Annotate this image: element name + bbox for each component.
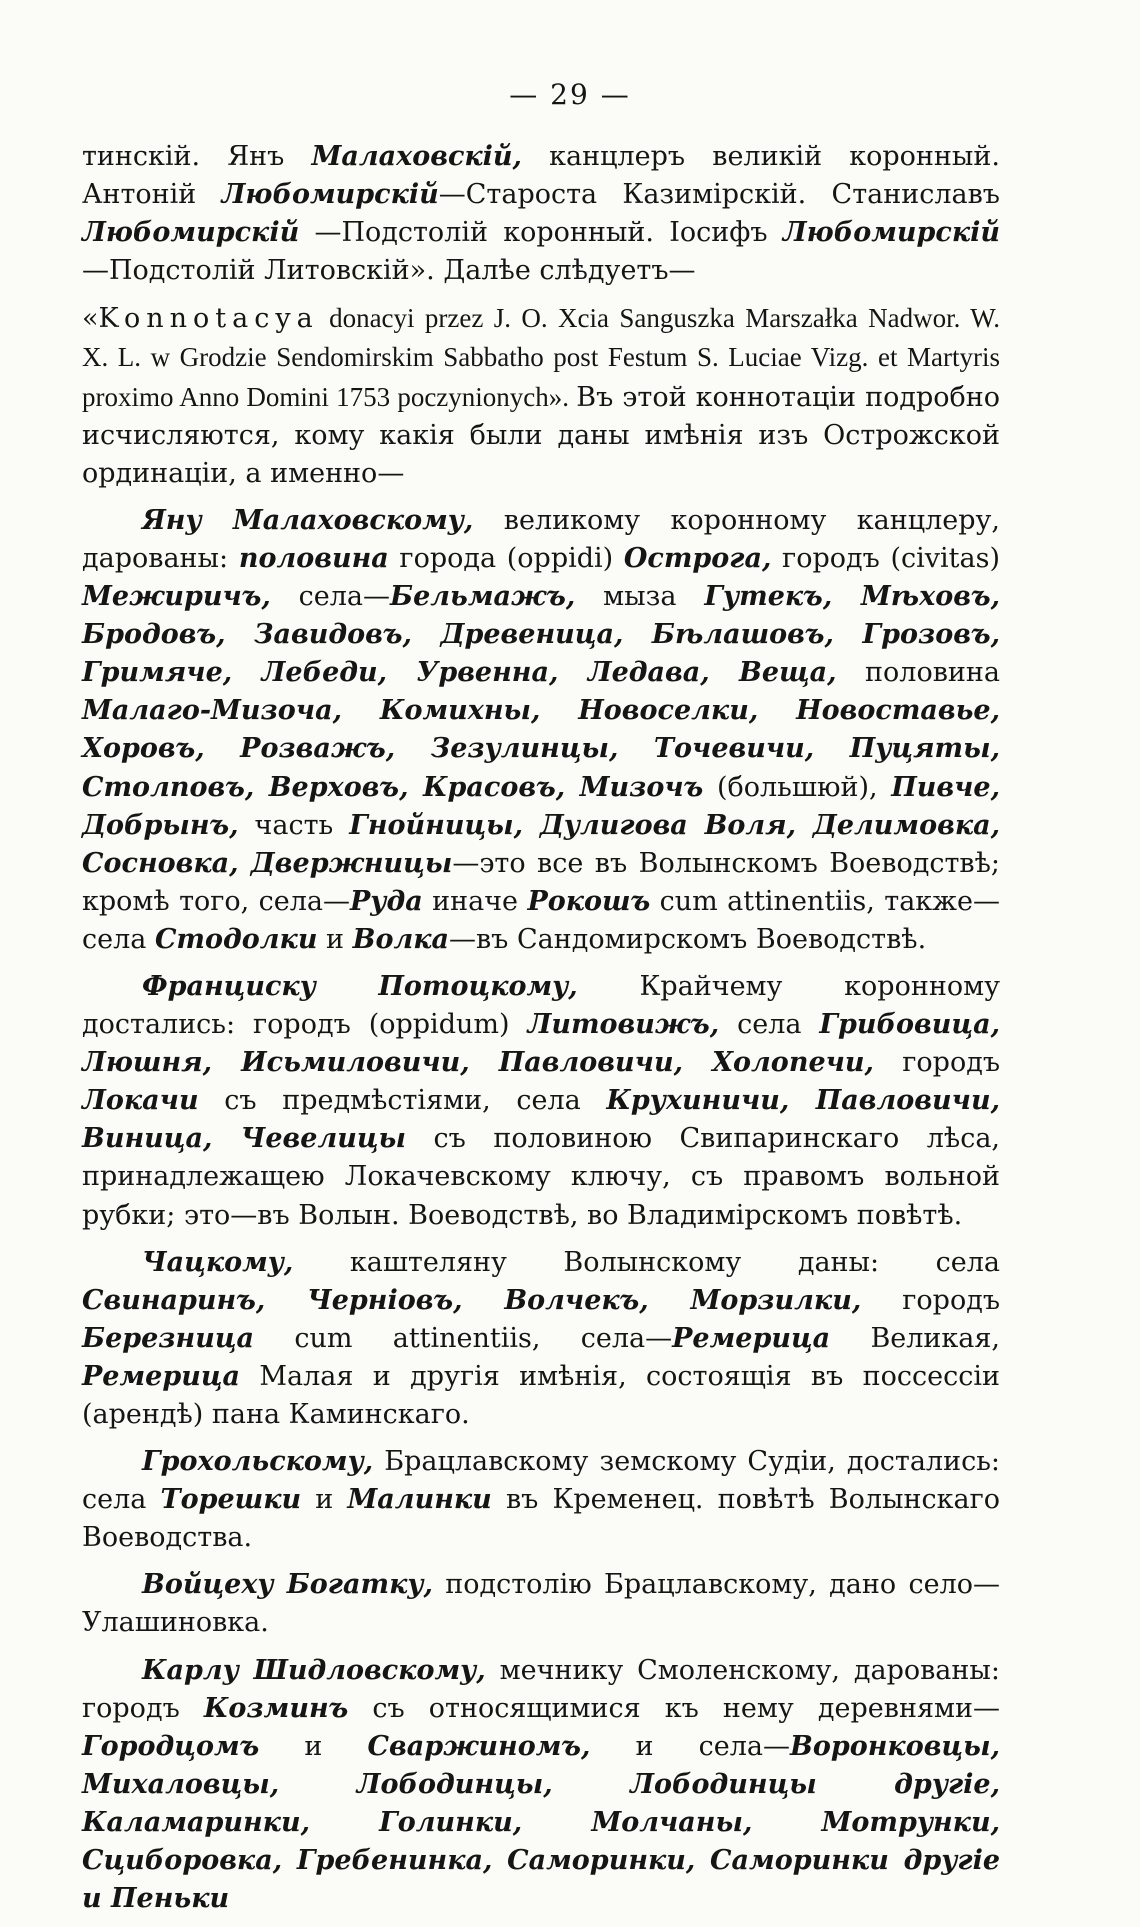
italic-name-span: Малинки — [347, 1484, 492, 1516]
text-span: съ относящимися къ нему деревнями— — [348, 1692, 1000, 1724]
italic-name-span: половина — [238, 542, 389, 574]
paragraph — [82, 138, 1000, 290]
paragraph — [82, 1244, 1000, 1434]
text-span: города (oppidi) — [388, 542, 624, 574]
text-span: (большюй), — [703, 771, 892, 803]
italic-name-span: Пивче, Добрынъ, — [82, 771, 1001, 841]
italic-name-span: Острога, — [623, 542, 772, 574]
text-span: каштеляну Волынскому даны: села — [293, 1246, 1000, 1278]
text-span: « — [82, 303, 99, 335]
italic-name-span: Крухиничи, Павловичи, Виница, Чевелицы — [82, 1085, 1000, 1155]
italic-name-span: Руда — [350, 885, 423, 917]
text-span: часть — [238, 809, 350, 841]
text-span: и села— — [590, 1730, 791, 1762]
text-span: съ предмѣстіями, села — [198, 1085, 607, 1117]
text-span: Брацлавскому земскому Судіи, достались: села — [82, 1446, 1000, 1516]
text-span: городъ (civitas) — [771, 542, 1000, 574]
text-span: городъ — [861, 1284, 1001, 1316]
italic-name-span: Чацкому, — [142, 1246, 294, 1278]
page-text-body — [82, 138, 1000, 1927]
text-span: мечнику Смоленскому, дарованы: городъ — [82, 1654, 1000, 1724]
italic-name-span: Свинаринъ, Черніовъ, Волчекъ, Морзилки, — [82, 1284, 862, 1316]
text-span: великому коронному канцлеру, дарованы: — [82, 504, 1001, 574]
paragraph — [82, 502, 1000, 959]
italic-name-span: Воронковцы, Михаловцы, Лободинцы, Лободинцы другіе, Каламаринки, Голинки, Молчаны, Мотрунки, Сциборовка, Гребенинка, Саморинки, Саморинки другіе и Пеньки — [82, 1730, 1000, 1915]
text-span: и — [301, 1484, 348, 1516]
text-span: —въ Сандомирскомъ Воеводствѣ. — [448, 923, 927, 955]
italic-name-span: Карлу Шидловскому, — [142, 1654, 486, 1686]
paragraph — [82, 1566, 1000, 1642]
italic-name-span: Любомирскій — [82, 217, 300, 249]
italic-name-span: Литовижъ, — [527, 1009, 720, 1041]
text-span: Великая, — [830, 1322, 1000, 1354]
text-span: мыза — [575, 581, 705, 613]
text-span: cum attinentiis, также—села — [82, 885, 1000, 955]
text-span: cum attinentiis, села— — [254, 1322, 673, 1354]
text-span: —Подстолій коронный. Іосифъ — [299, 217, 783, 249]
paragraph — [82, 299, 1000, 492]
text-span: села — [719, 1009, 820, 1041]
paragraph — [82, 968, 1000, 1235]
text-span: Малая и другія имѣнія, состоящія въ поссессіи (арендѣ) пана Каминскаго. — [82, 1360, 1000, 1430]
text-span: donacyi przez J. O. Xcia Sanguszka Marszałka Nadwor. W. X. L. w Grodzie Sendomirskim Sabbatho post Festum S. Luciae Vizg. et Martyris proximo Anno Domini 1753 poczynionych». — [82, 303, 1000, 412]
italic-name-span: Яну Малаховскому, — [142, 504, 474, 536]
italic-name-span: Гнойницы, Дулигова Воля, Делимовка, Сосновка, Двержницы — [82, 809, 1000, 879]
italic-name-span: Войцеху Богатку, — [142, 1569, 433, 1601]
text-span: и — [317, 923, 353, 955]
italic-name-span: Грибовица, Люшня, Исьмиловичи, Павловичи, Холопечи, — [82, 1009, 1000, 1079]
text-span: иначе — [422, 885, 528, 917]
italic-name-span: Березница — [82, 1322, 255, 1354]
italic-name-span: Малаховскій, — [311, 141, 522, 172]
italic-name-span: Межиричъ, — [82, 581, 271, 613]
italic-name-span: Франциску Потоцкому, — [142, 970, 578, 1002]
italic-name-span: Локачи — [82, 1085, 199, 1117]
text-span: Крайчему коронному достались: городъ (oppidum) — [82, 970, 1000, 1041]
italic-name-span: Ремерица — [672, 1322, 831, 1354]
italic-name-span: Торешки — [160, 1484, 302, 1516]
text-span: и — [259, 1730, 368, 1762]
text-span: канцлеръ великій коронный. Антоній — [82, 141, 1000, 211]
text-span: въ Кременец. повѣтѣ Волынскаго Воеводства. — [82, 1484, 1000, 1554]
italic-name-span: Любомирскій — [221, 179, 439, 211]
text-span: —Подстолій Литовскій». Далѣе слѣдуетъ— — [82, 255, 696, 287]
italic-name-span: Гутекъ, Мѣховъ, Бродовъ, Завидовъ, Древеница, Бѣлашовъ, Грозовъ, Гримяче, Лебеди, Урвенна, Ледава, Веща, — [82, 581, 1001, 689]
italic-name-span: Стодолки — [154, 923, 318, 955]
italic-name-span: Сваржиномъ, — [367, 1730, 591, 1762]
text-span: Въ этой коннотаціи подробно исчисляются, кому какія были даны имѣнія изъ Острожской ординаціи, а именно— — [82, 381, 1000, 489]
italic-name-span: Городцомъ — [82, 1730, 260, 1762]
text-span: —это все въ Волынскомъ Воеводствѣ; кромѣ того, села— — [82, 847, 1000, 917]
italic-name-span: Ремерица — [82, 1360, 241, 1392]
italic-name-span: Рокошъ — [527, 885, 651, 917]
page-number: — 29 — — [509, 78, 631, 111]
italic-name-span: Козминъ — [203, 1692, 349, 1724]
text-span: Konnotacya — [98, 303, 319, 335]
italic-name-span: Малаго-Мизоча, Комихны, Новоселки, Новоставье, Хоровъ, Розважъ, Зезулинцы, Точевичи, Пуцяты, Столповъ, Верховъ, Красовъ, Мизочъ — [82, 695, 1000, 803]
text-span: половина — [836, 657, 1001, 689]
paragraph — [82, 1652, 1000, 1919]
text-span: —Староста Казимірскій. Станиславъ — [438, 179, 1000, 211]
paragraph — [82, 1443, 1000, 1557]
text-span: тинскій. Янъ — [82, 141, 312, 172]
italic-name-span: Грохольскому, — [142, 1446, 374, 1478]
text-span: села— — [270, 581, 391, 613]
text-span: подстолію Брацлавскому, дано село—Улашиновка. — [82, 1569, 1000, 1639]
italic-name-span: Бельмажъ, — [390, 581, 576, 613]
italic-name-span: Любомирскій — [782, 217, 1000, 249]
text-span: съ половиною Свипаринскаго лѣса, принадлежащею Локачевскому ключу, съ правомъ вольной рубки; это—въ Волын. Воеводствѣ, во Владимірскомъ повѣтѣ. — [82, 1123, 1000, 1231]
italic-name-span: Волка — [352, 923, 449, 955]
text-span: городъ — [873, 1047, 1000, 1079]
